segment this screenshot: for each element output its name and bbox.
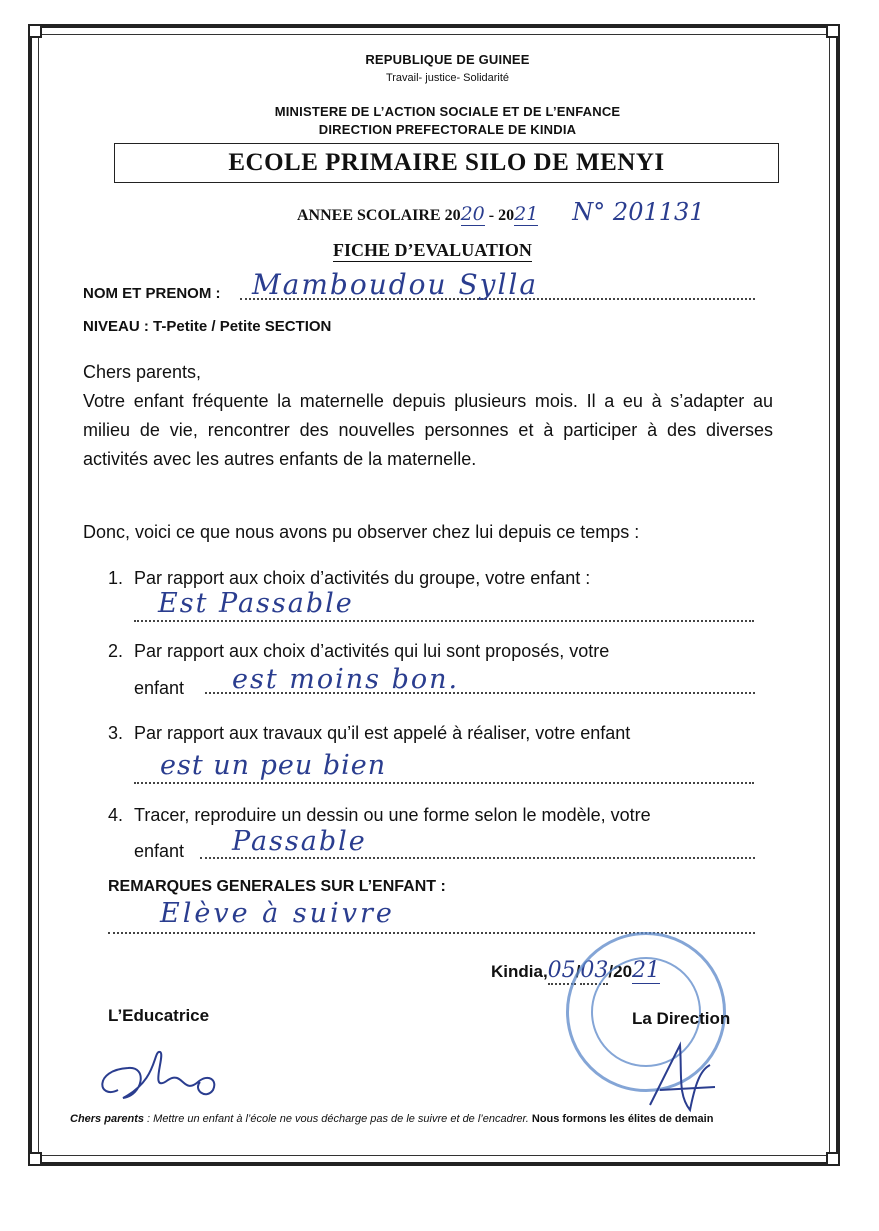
item-2-prefix: enfant: [134, 678, 185, 698]
direction-signature: [640, 1035, 730, 1120]
name-label: NOM ET PRENOM :: [83, 285, 221, 302]
document-number: N° 201131: [572, 198, 705, 226]
ministry-heading: MINISTERE DE L’ACTION SOCIALE ET DE L’ENFANCE: [274, 104, 621, 119]
country-heading: REPUBLIQUE DE GUINEE: [365, 52, 530, 67]
school-year-sep: - 20: [484, 207, 515, 224]
remarks-value: Elève à suivre: [160, 898, 395, 929]
date-line: Kindia,05/03/2021: [491, 958, 661, 983]
item-4-text: Tracer, reproduire un dessin ou une forme selon le modèle, votre: [134, 805, 651, 825]
level-line: [83, 318, 331, 335]
motto: Travail- justice- Solidarité: [385, 72, 510, 84]
school-name-box: [114, 143, 779, 183]
item-2-text: Par rapport aux choix d’activités qui lui sont proposés, votre: [134, 641, 610, 661]
border-corner: [826, 24, 840, 38]
item-1-number: 1.: [108, 568, 124, 588]
item-3-number: 3.: [108, 723, 124, 743]
form-title: FICHE D’EVALUATION: [333, 240, 532, 260]
educator-signature: [88, 1040, 238, 1110]
border-corner: [28, 24, 42, 38]
item-4-number: 4.: [108, 805, 124, 825]
footer-text: : Mettre un enfant à l’école ne vous décharge pas de le suivre et de l’encadrer.: [143, 1113, 532, 1125]
item-3-text: Par rapport aux travaux qu’il est appelé à réaliser, votre enfant: [134, 723, 631, 743]
school-year-start: 20: [460, 203, 485, 225]
item-2-number: 2.: [108, 641, 124, 661]
school-year-label: ANNEE SCOLAIRE 20: [297, 207, 461, 224]
item-2-answer: est moins bon.: [232, 664, 460, 695]
item-1-dotted-line: [134, 620, 754, 622]
direction-label: La Direction: [632, 1009, 731, 1028]
letter-body: Votre enfant fréquente la maternelle depuis plusieurs mois. Il a eu à s’adapter au milieu de vie, rencontrer des nouvelles personnes et à participer à des diverses activités avec les autres enfants de la maternelle.: [83, 391, 773, 469]
remarks-label: REMARQUES GENERALES SUR L’ENFANT :: [108, 878, 446, 895]
level-label: NIVEAU :: [83, 318, 149, 335]
footer-lead: Chers parents: [70, 1113, 144, 1125]
letter-intro: Donc, voici ce que nous avons pu observer chez lui depuis ce temps :: [83, 522, 640, 542]
date-year-prefix: /20: [608, 962, 633, 981]
student-name: Mamboudou Sylla: [252, 268, 539, 301]
level-value: T-Petite / Petite SECTION: [153, 318, 332, 335]
school-year-line: [297, 198, 705, 226]
date-day: 05: [547, 958, 576, 983]
item-4-answer: Passable: [232, 826, 367, 857]
date-year: 21: [632, 958, 661, 983]
item-1-text: Par rapport aux choix d’activités du groupe, votre enfant :: [134, 568, 591, 588]
footer-note: [70, 1113, 713, 1125]
item-4-dotted-line: [200, 857, 755, 859]
item-4-prefix: enfant: [134, 841, 185, 861]
border-corner: [826, 1152, 840, 1166]
letter-greeting: Chers parents,: [83, 362, 202, 382]
educator-label: L’Educatrice: [108, 1006, 210, 1025]
item-3-answer: est un peu bien: [160, 750, 387, 781]
item-3-dotted-line: [134, 782, 754, 784]
school-year-end: 21: [514, 203, 539, 225]
school-name: ECOLE PRIMAIRE SILO DE MENYI: [228, 149, 665, 176]
item-1-answer: Est Passable: [158, 588, 354, 619]
footer-bold: Nous formons les élites de demain: [531, 1113, 714, 1125]
date-month: 03: [580, 958, 609, 983]
date-place: Kindia,: [491, 962, 548, 981]
border-corner: [28, 1152, 42, 1166]
direction-heading: DIRECTION PREFECTORALE DE KINDIA: [318, 122, 577, 137]
